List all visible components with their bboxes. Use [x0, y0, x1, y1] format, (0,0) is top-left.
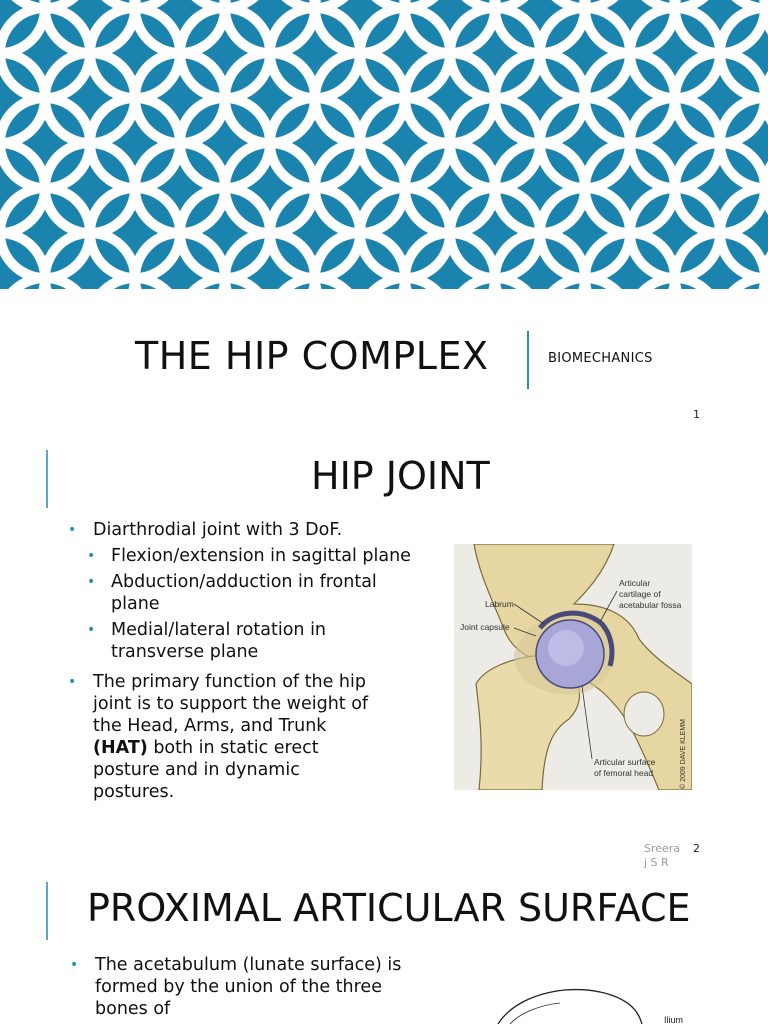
label-labrum: Labrum	[485, 599, 514, 609]
page-number: 1	[693, 408, 700, 421]
slide3-title: PROXIMAL ARTICULAR SURFACE	[87, 886, 691, 930]
bullet-text: The primary function of the hip joint is to support the weight of the Head, Arms, and Trunk	[93, 672, 369, 736]
page-number: 2	[693, 842, 700, 855]
decorative-banner	[0, 0, 768, 289]
bullet-icon: •	[87, 622, 96, 638]
slide1-title: THE HIP COMPLEX	[135, 334, 489, 378]
list-item	[87, 545, 411, 567]
bullet-text: Abduction/adduction in frontal plane	[111, 572, 377, 614]
bullet-icon: •	[68, 674, 77, 690]
label-ilium: Ilium	[664, 1015, 684, 1024]
bullet-list	[68, 519, 423, 803]
copyright-text: © 2009 DAVE KLEMM	[680, 719, 687, 789]
bullet-text: Flexion/extension in sagittal plane	[111, 546, 411, 566]
label-acetabular-cartilage: Articular cartilage of acetabular fossa	[619, 578, 682, 610]
sub-list	[87, 545, 423, 663]
label-joint-capsule: Joint capsule	[460, 622, 510, 632]
accent-bar	[46, 882, 48, 940]
bullet-text: The acetabulum (lunate surface) is formed by the union of the three bones of	[95, 955, 402, 1019]
list-item	[68, 671, 383, 803]
hip-joint-illustration	[454, 544, 692, 790]
list-item	[68, 519, 423, 663]
list-item	[70, 954, 405, 1020]
bullet-icon: •	[87, 548, 96, 564]
bullet-text: Diarthrodial joint with 3 DoF.	[93, 520, 343, 540]
bullet-icon: •	[87, 574, 96, 590]
bullet-text: both in static erect posture and in dynamic postures.	[93, 738, 319, 802]
footer-author: Sreera j S R	[644, 842, 681, 869]
label-femoral-head-surface: Articular surface of femoral head	[594, 757, 656, 778]
pelvis-illustration	[480, 985, 700, 1024]
bold-text: (HAT)	[93, 738, 148, 758]
list-item	[87, 571, 411, 615]
bullet-icon: •	[68, 522, 77, 538]
bullet-text: Medial/lateral rotation in transverse plane	[111, 620, 327, 662]
slide2-title: HIP JOINT	[311, 454, 490, 498]
list-item	[87, 619, 411, 663]
accent-bar	[46, 450, 48, 508]
bullet-icon: •	[70, 957, 79, 973]
bullet-list	[70, 954, 405, 1020]
title-divider	[527, 331, 529, 389]
slide1-subtitle: BIOMECHANICS	[548, 351, 653, 366]
